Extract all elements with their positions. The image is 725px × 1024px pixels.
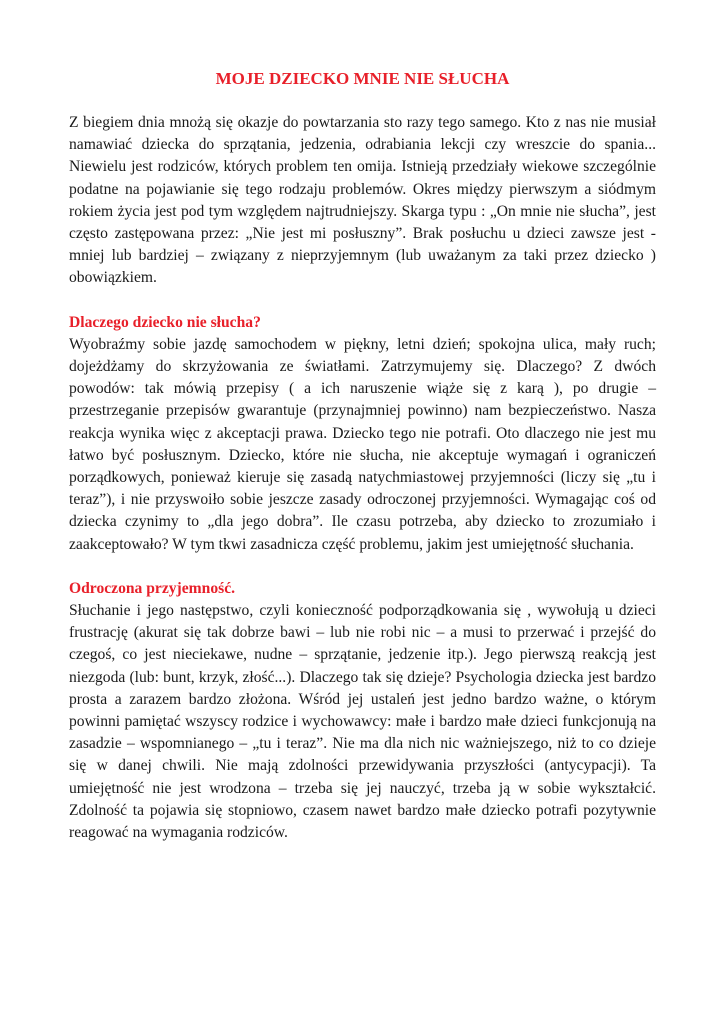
section-why-child-does-not-listen bbox=[69, 312, 656, 556]
section-body: Wyobraźmy sobie jazdę samochodem w piękny, letni dzień; spokojna ulica, mały ruch; dojeżdżamy do skrzyżowania ze światłami. Zatrzymujemy się. Dlaczego? Z dwóch powodów: tak mówią przepisy ( a ich naruszenie wiąże się z karą ), po drugie – przestrzeganie przepisów gwarantuje (przynajmniej powinno) nam bezpieczeństwo. Nasza reakcja wynika więc z akceptacji prawa. Dziecko tego nie potrafi. Oto dlaczego nie jest mu łatwo być posłusznym. Dziecko, które nie słucha, nie akceptuje wymagań i ograniczeń porządkowych, ponieważ kieruje się zasadą natychmiastowej przyjemności (liczy się „tu i teraz”), i nie przyswoiło sobie jeszcze zasady odroczonej przyjemności. Wymagając coś od dziecka czynimy to „dla jego dobra”. Ile czasu potrzeba, aby dziecko to zrozumiało i zaakceptowało? W tym tkwi zasadnicza część problemu, jakim jest umiejętność słuchania. bbox=[69, 335, 656, 553]
section-heading: Odroczona przyjemność. bbox=[69, 579, 236, 597]
section-delayed-gratification bbox=[69, 578, 656, 844]
section-heading: Dlaczego dziecko nie słucha? bbox=[69, 313, 261, 331]
section-body: Słuchanie i jego następstwo, czyli konieczność podporządkowania się , wywołują u dzieci frustrację (akurat się tak dobrze bawi – lub nie robi nic – a musi to przerwać i przejść do czegoś, co jest nieciekawe, nudne – sprzątanie, jedzenie itp.). Jego pierwszą reakcją jest niezgoda (lub: bunt, krzyk, złość...). Dlaczego tak się dzieje? Psychologia dziecka jest bardzo prosta a zarazem bardzo złożona. Wśród jej ustaleń jest jedno bardzo ważne, o którym powinni pamiętać wszyscy rodzice i wychowawcy: małe i bardzo małe dzieci funkcjonują na zasadzie – wspomnianego – „tu i teraz”. Nie ma dla nich nic ważniejszego, niż to co dzieje się w danej chwili. Nie mają zdolności przewidywania przyszłości (antycypacji). Ta umiejętność nie jest wrodzona – trzeba się jej nauczyć, trzeba ją w sobie wykształcić. Zdolność ta pojawia się stopniowo, czasem nawet bardzo małe dziecko potrafi pozytywnie reagować na wymagania rodziców. bbox=[69, 602, 656, 842]
document-page bbox=[69, 68, 656, 844]
intro-paragraph: Z biegiem dnia mnożą się okazje do powtarzania sto razy tego samego. Kto z nas nie musiał namawiać dziecka do sprzątania, jedzenia, odrabiania lekcji czy wreszcie do spania... Niewielu jest rodziców, których problem ten omija. Istnieją przedziały wiekowe szczególnie podatne na pojawianie się tego rodzaju problemów. Okres między pierwszym a siódmym rokiem życia jest pod tym względem najtrudniejszy. Skarga typu : „On mnie nie słucha”, jest często zastępowana przez: „Nie jest mi posłuszny”. Brak posłuchu u dzieci zawsze jest - mniej lub bardziej – związany z nieprzyjemnym (lub uważanym za taki przez dziecko ) obowiązkiem. bbox=[69, 114, 656, 287]
document-title: MOJE DZIECKO MNIE NIE SŁUCHA bbox=[215, 69, 510, 88]
